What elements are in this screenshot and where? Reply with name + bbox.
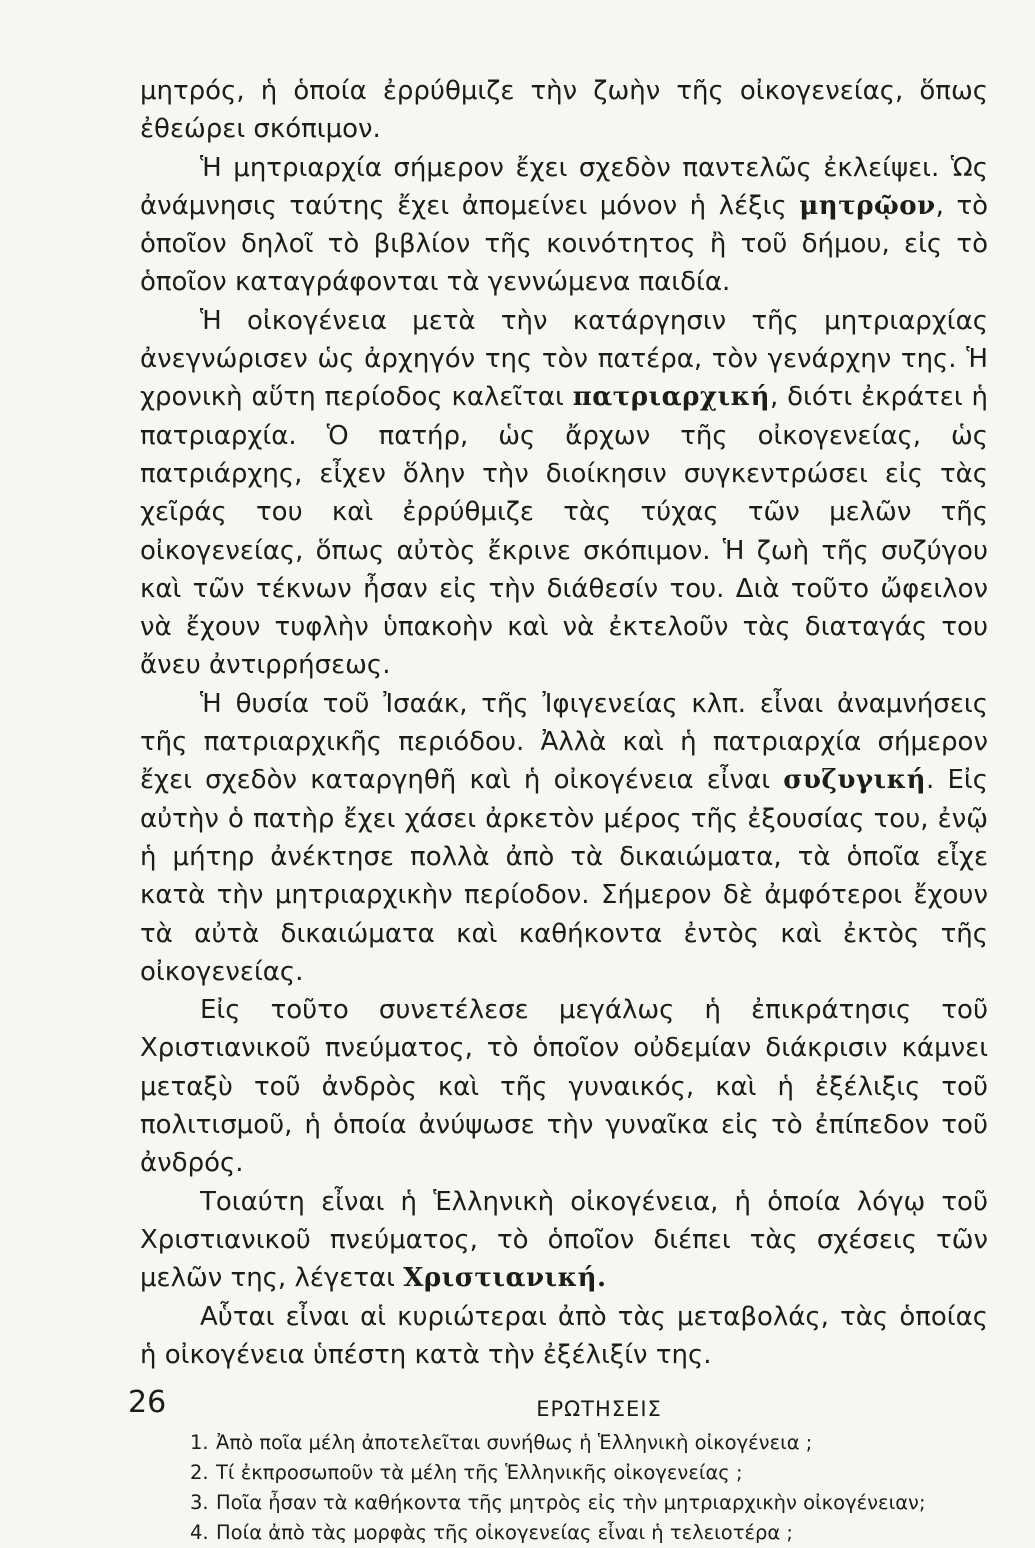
text-segment: . Εἰς αὐτὴν ὁ πατὴρ ἔχει χάσει ἀρκετὸν μέρος τῆς ἐξουσίας του, ἐνῷ ἡ μήτηρ ἀνέκτησε πολλὰ ἀπὸ τὰ δικαιώματα, τὰ ὁποῖα εἶχε κατὰ τὴν μητριαρχικὴν περίοδον. Σήμερον δὲ ἀμφότεροι ἔχουν τὰ αὐτὰ δικαιώματα καὶ καθήκοντα ἐντὸς καὶ ἐκτὸς τῆς οἰκογενείας. xyxy=(140,765,988,987)
questions-heading: ΕΡΩΤΗΣΕΙΣ xyxy=(536,1397,662,1422)
page-number: 26 xyxy=(128,1385,167,1420)
emphasized-term: συζυγική xyxy=(783,765,927,796)
emphasized-term: Χριστιανική. xyxy=(403,1263,607,1294)
paragraph xyxy=(140,1183,988,1298)
question-number: 4. xyxy=(190,1521,209,1545)
text-segment: , τὸ ὁποῖον δηλοῖ τὸ βιβλίον τῆς κοινότητος ἢ τοῦ δήμου, εἰς τὸ ὁποῖον καταγράφονται τὰ γεννώμενα παιδία. xyxy=(140,190,989,298)
text-segment: Τοιαύτη εἶναι ἡ Ἑλληνικὴ οἰκογένεια, ἡ ὁποία λόγῳ τοῦ Χριστιανικοῦ πνεύματος, τὸ ὁποῖον διέπει τὰς σχέσεις τῶν μελῶν της, λέγεται xyxy=(140,1186,988,1294)
text-segment: Ἡ μητριαρχία σήμερον ἔχει σχεδὸν παντελῶς ἐκλείψει. Ὡς ἀνάμνησις ταύτης ἔχει ἀπομείνει μόνον ἡ λέξις xyxy=(140,152,988,221)
question-item xyxy=(190,1488,988,1518)
question-text: Ποῖα ἦσαν τὰ καθήκοντα τῆς μητρὸς εἰς τὴν μητριαρχικὴν οἰκογένειαν; xyxy=(216,1491,926,1515)
questions-list xyxy=(140,1428,988,1548)
text-segment: Ἡ οἰκογένεια μετὰ τὴν κατάργησιν τῆς μητριαρχίας ἀνεγνώρισεν ὡς ἀρχηγόν της τὸν πατέρα, τὸν γενάρχην της. Ἡ χρονικὴ αὕτη περίοδος καλεῖται xyxy=(140,305,988,413)
paragraph xyxy=(140,991,988,1182)
text-segment: Ἡ θυσία τοῦ Ἰσαάκ, τῆς Ἰφιγενείας κλπ. εἶναι ἀναμνήσεις τῆς πατριαρχικῆς περιόδου. Ἀλλὰ καὶ ἡ πατριαρχία σήμερον ἔχει σχεδὸν καταργηθῆ καὶ ἡ οἰκογένεια εἶναι xyxy=(140,688,988,796)
body-text xyxy=(140,72,988,1374)
question-item xyxy=(190,1428,988,1458)
question-number: 2. xyxy=(190,1461,209,1485)
page-content xyxy=(140,72,988,1548)
question-item xyxy=(190,1458,988,1488)
text-segment: Αὗται εἶναι αἱ κυριώτεραι ἀπὸ τὰς μεταβολάς, τὰς ὁποίας ἡ οἰκογένεια ὑπέστη κατὰ τὴν ἐξέλιξίν της. xyxy=(140,1301,988,1370)
emphasized-term: μητρῷον xyxy=(799,190,936,221)
text-segment: , διότι ἐκράτει ἡ πατριαρχία. Ὁ πατήρ, ὡς ἄρχων τῆς οἰκογενείας, ὡς πατριάρχης, εἶχεν ὅλην τὴν διοίκησιν συγκεντρώσει εἰς τὰς χεῖράς του καὶ ἐρρύθμιζε τὰς τύχας τῶν μελῶν τῆς οἰκογενείας, ὅπως αὐτὸς ἔκρινε σκόπιμον. Ἡ ζωὴ τῆς συζύγου καὶ τῶν τέκνων ἦσαν εἰς τὴν διάθεσίν του. Διὰ τοῦτο ὤφειλον νὰ ἔχουν τυφλὴν ὑπακοὴν καὶ νὰ ἐκτελοῦν τὰς διαταγάς του ἄνευ ἀντιρρήσεως. xyxy=(140,382,988,681)
paragraph xyxy=(140,1298,988,1375)
question-number: 1. xyxy=(190,1431,209,1455)
paragraph xyxy=(140,72,988,149)
question-text: Ἀπὸ ποῖα μέλη ἀποτελεῖται συνήθως ἡ Ἑλληνικὴ οἰκογένεια ; xyxy=(216,1431,813,1455)
paragraph xyxy=(140,685,988,991)
question-number: 3. xyxy=(190,1491,209,1515)
emphasized-term: πατριαρχική xyxy=(572,382,770,413)
text-segment: μητρός, ἡ ὁποία ἐρρύθμιζε τὴν ζωὴν τῆς οἰκογενείας, ὅπως ἐθεώρει σκόπιμον. xyxy=(140,76,988,145)
question-text: Ποία ἀπὸ τὰς μορφὰς τῆς οἰκογενείας εἶναι ἡ τελειοτέρα ; xyxy=(216,1521,793,1545)
question-text: Τί ἐκπροσωποῦν τὰ μέλη τῆς Ἑλληνικῆς οἰκογενείας ; xyxy=(216,1461,743,1485)
paragraph xyxy=(140,302,988,685)
question-item xyxy=(190,1518,988,1548)
text-segment: Εἰς τοῦτο συνετέλεσε μεγάλως ἡ ἐπικράτησις τοῦ Χριστιανικοῦ πνεύματος, τὸ ὁποῖον οὐδεμίαν διάκρισιν κάμνει μεταξὺ τοῦ ἀνδρὸς καὶ τῆς γυναικός, καὶ ἡ ἐξέλιξις τοῦ πολιτισμοῦ, ἡ ὁποία ἀνύψωσε τὴν γυναῖκα εἰς τὸ ἐπίπεδον τοῦ ἀνδρός. xyxy=(140,995,988,1179)
paragraph xyxy=(140,149,988,302)
